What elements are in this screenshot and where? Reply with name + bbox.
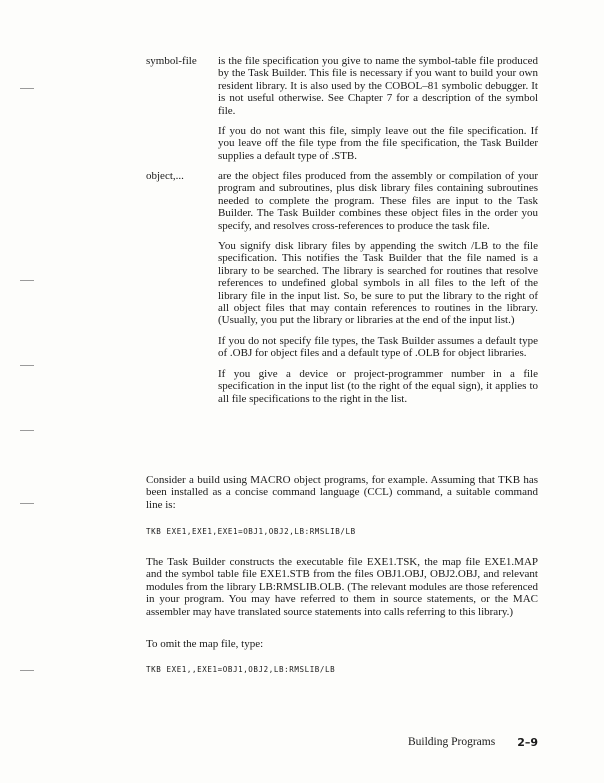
paragraph: If you do not want this file, simply leave out the file specification. If you leave off the file type from the file specification, the Task Builder supplies a default type of .STB.: [218, 125, 538, 162]
margin-mark: [20, 88, 34, 89]
margin-mark: [20, 430, 34, 431]
code-example: TKB EXE1,EXE1,EXE1=OBJ1,OBJ2,LB:RMSLIB/LB: [146, 527, 356, 536]
paragraph: If you do not specify file types, the Task Builder assumes a default type of .OBJ for object files and a default type of .OLB for object libraries.: [218, 334, 538, 360]
definition-term: object,...: [146, 170, 184, 182]
margin-mark: [20, 670, 34, 671]
paragraph: If you give a device or project-programmer number in a file specification in the input list (to the right of the equal sign), it applies to all file specifications to the right in the list.: [218, 367, 538, 405]
definition-term: symbol-file: [146, 55, 197, 67]
section-title: Building Programs: [407, 736, 496, 748]
margin-mark: [20, 280, 34, 281]
margin-mark: [20, 503, 34, 504]
paragraph: You signify disk library files by appending the switch /LB to the file specification. This notifies the Task Builder that the file named is a library to be searched. The library is searched for routines that resolve references to undefined global symbols in all files to the left of the library file in the input list. So, be sure to put the library to the right of all object files that may contain references to routines in the library. (Usually, you put the library or libraries at the end of the input list.): [218, 240, 538, 327]
paragraph: is the file specification you give to name the symbol-table file produced by the Task Builder. This file is necessary if you want to build your own resident library. It is also used by the COBOL–81 symbolic debugger. It is not useful otherwise. See Chapter 7 for a description of the symbol file.: [218, 55, 538, 117]
definition-description: [218, 55, 538, 170]
definition-description: [218, 170, 538, 413]
page-number: 2–9: [517, 736, 538, 749]
body-paragraph: The Task Builder constructs the executable file EXE1.TSK, the map file EXE1.MAP and the symbol table file EXE1.STB from the files OBJ1.OBJ, OBJ2.OBJ, and relevant modules from the library LB:RMSLIB.OLB. (The relevant modules are those referenced in your program. You may have referred to them in source statements, or the MAC assembler may have translated source statements into calls referring to this library.): [146, 556, 538, 618]
page-footer: [360, 736, 538, 749]
code-example: TKB EXE1,,EXE1=OBJ1,OBJ2,LB:RMSLIB/LB: [146, 665, 336, 674]
margin-mark: [20, 365, 34, 366]
body-paragraph: To omit the map file, type:: [146, 638, 264, 650]
paragraph: are the object files produced from the assembly or compilation of your program and subroutines, plus disk library files containing subroutines needed to complete the program. These files are input to the Task Builder. The Task Builder combines these object files in the order you specify, and resolves cross-references to produce the task file.: [218, 170, 538, 232]
body-paragraph: Consider a build using MACRO object programs, for example. Assuming that TKB has been installed as a concise command language (CCL) command, a suitable command line is:: [146, 474, 538, 511]
